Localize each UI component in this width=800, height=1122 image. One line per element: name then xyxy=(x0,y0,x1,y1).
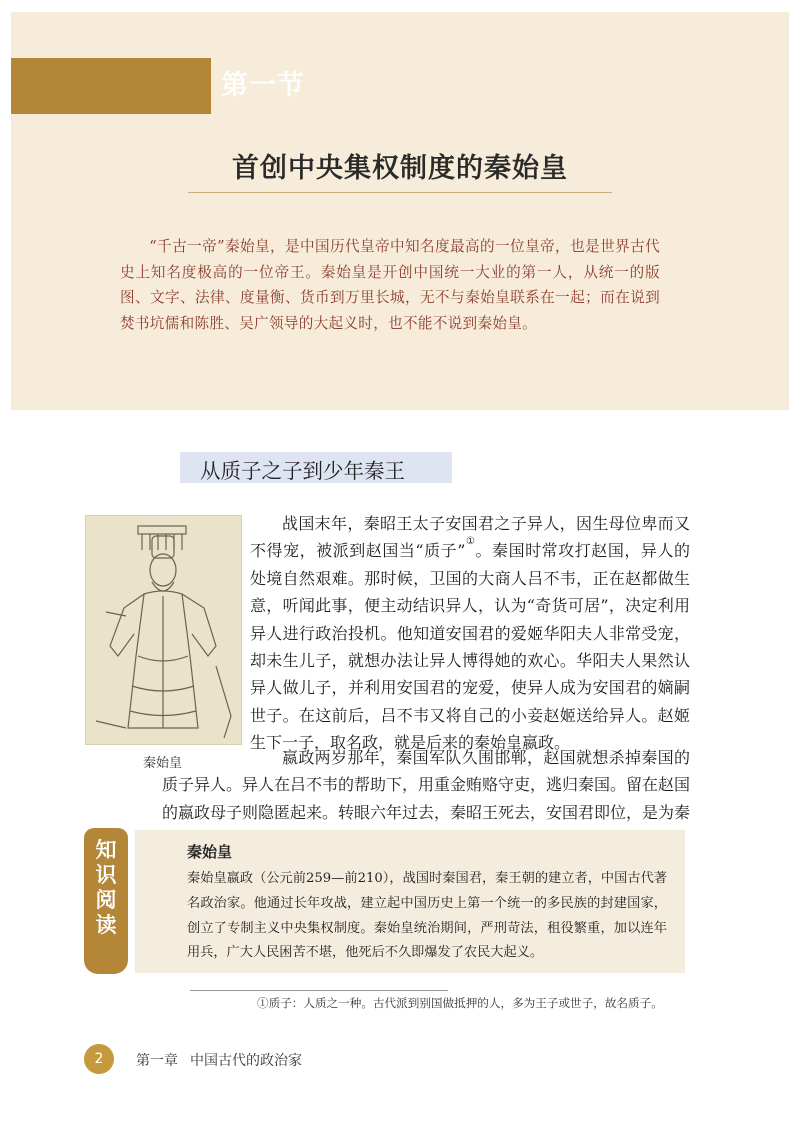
footnote: ①质子：人质之一种。古代派到别国做抵押的人，多为王子或世子，故名质子。 xyxy=(257,996,663,1010)
subheading: 从质子之子到少年秦王 xyxy=(200,459,405,483)
knowledge-tab xyxy=(84,828,128,974)
footnote-divider xyxy=(190,990,448,991)
page-title: 首创中央集权制度的秦始皇 xyxy=(232,153,568,184)
intro-paragraph: “千古一帝”秦始皇，是中国历代皇帝中知名度最高的一位皇帝，也是世界古代史上知名度极高的一位帝王。秦始皇是开创中国统一大业的第一人，从统一的版图、文字、法律、度量衡、货币到万里长城，无不与秦始皇联系在一起；而在说到焚书坑儒和陈胜、吴广领导的大起义时，也不能不说到秦始皇。 xyxy=(120,238,660,332)
qin-shi-huang-portrait xyxy=(85,515,242,745)
figure-caption: 秦始皇 xyxy=(142,756,182,771)
knowledge-text: 秦始皇嬴政（公元前259—前210），战国时秦国君，秦王朝的建立者，中国古代著名政治家。他通过长年攻战，建立起中国历史上第一个统一的多民族的封建国家，创立了专制主义中央集权制度。秦始皇统治期间，严刑苛法，租役繁重，加以连年用兵，广大人民困苦不堪，他死后不久即爆发了农民大起义。 xyxy=(187,871,667,961)
footnote-marker[interactable]: ① xyxy=(465,536,476,548)
knowledge-tab-label: 知 识 阅 读 xyxy=(95,838,117,937)
chapter-title: 中国古代的政治家 xyxy=(190,1053,302,1069)
body-paragraph-2: 嬴政两岁那年，秦国军队久围邯郸，赵国就想杀掉秦国的质子异人。异人在吕不韦的帮助下，用重金贿赂守吏，逃归秦国。留在赵国的嬴政母子则隐匿起来。转眼六年过去，秦昭王死去，安国君即位，是为秦 xyxy=(162,748,691,822)
chapter-footer xyxy=(136,1050,302,1070)
section-label: 第一节 xyxy=(221,70,305,101)
emperor-illustration-icon xyxy=(86,516,241,744)
subheading-block xyxy=(180,452,452,483)
title-underline xyxy=(188,192,612,193)
knowledge-title: 秦始皇 xyxy=(187,843,233,861)
body-paragraph-1: 战国末年，秦昭王太子安国君之子异人，因生母位卑而又不得宠，被派到赵国当“质子”①。秦国时常攻打赵国，异人的处境自然艰难。那时候，卫国的大商人吕不韦，正在赵都做生意，听闻此事，便主动结识异人，认为“奇货可居”，决定利用异人进行政治投机。他知道安国君的爱姬华阳夫人非常受宠，却未生儿子，就想办法让异人博得她的欢心。华阳夫人果然认异人做儿子，并利用安国君的宠爱，使异人成为安国君的嫡嗣世子。在这前后，吕不韦又将自己的小妾赵姬送给异人。赵姬生下一子，取名政，就是后来的秦始皇嬴政。 xyxy=(250,514,690,753)
chapter-number: 第一章 xyxy=(136,1053,178,1069)
section-tag xyxy=(11,58,305,114)
page-number: 2 xyxy=(84,1044,114,1074)
